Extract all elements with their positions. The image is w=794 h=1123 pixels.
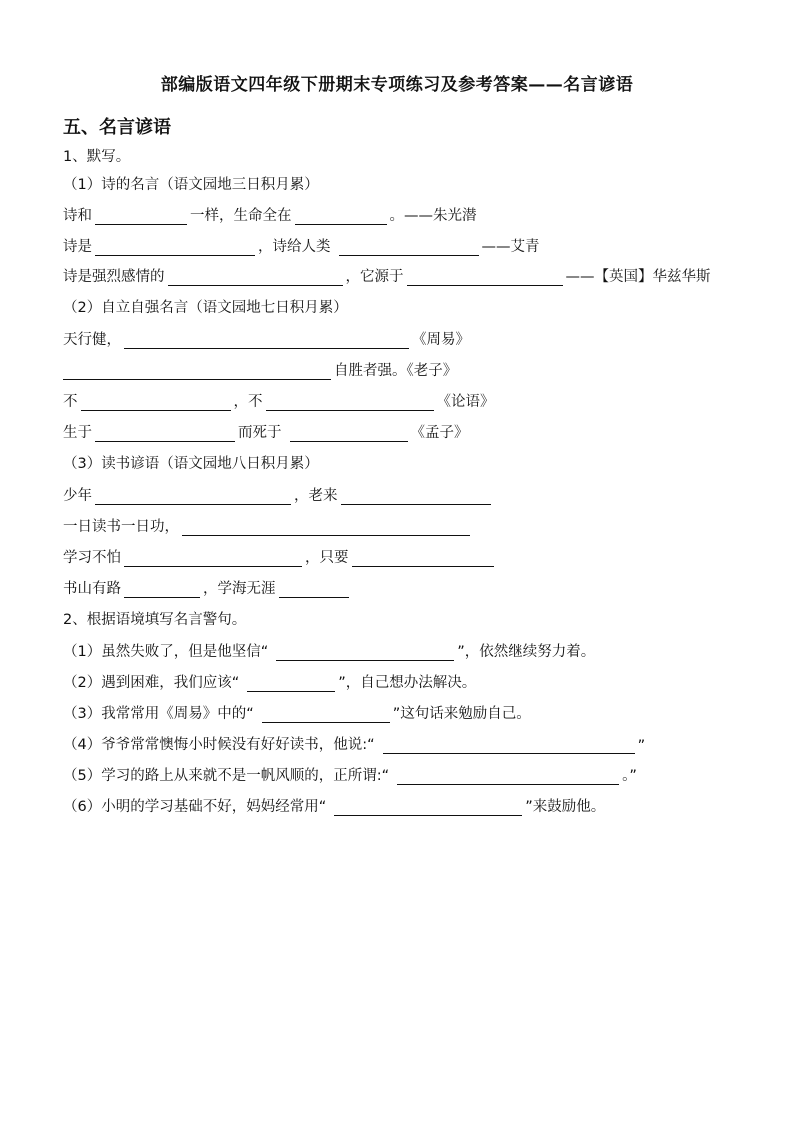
line-text: 《论语》 — [436, 394, 495, 410]
page-title: 部编版语文四年级下册期末专项练习及参考答案——名言谚语 — [160, 75, 634, 95]
q1-label-text: 1、默写。 — [63, 149, 131, 165]
context-item-4 — [63, 732, 645, 754]
line-text: 书山有路 — [63, 581, 121, 597]
answer-blank[interactable] — [95, 238, 255, 256]
line-text: （1）虽然失败了，但是他坚信“ — [63, 644, 269, 660]
q1-part1-label-text: （1）诗的名言（语文园地三日积月累） — [63, 177, 319, 193]
q1-part2-label-text: （2）自立自强名言（语文园地七日积月累） — [63, 300, 348, 316]
context-item-6 — [63, 794, 605, 816]
q2-label-text: 2、根据语境填写名言警句。 — [63, 612, 247, 628]
answer-blank[interactable] — [247, 674, 335, 692]
context-item-5 — [63, 763, 637, 785]
answer-blank[interactable] — [81, 393, 231, 411]
context-item-2 — [63, 670, 476, 692]
line-text: （6）小明的学习基础不好，妈妈经常用“ — [63, 799, 327, 815]
poem-quote-line-3 — [63, 264, 711, 286]
answer-blank[interactable] — [334, 798, 522, 816]
poem-quote-line-1 — [63, 203, 477, 225]
answer-blank[interactable] — [407, 268, 563, 286]
line-text: 诗和 — [63, 208, 92, 224]
q1-part2-label — [63, 295, 348, 317]
line-text: 诗是 — [63, 239, 92, 255]
answer-blank[interactable] — [124, 331, 409, 349]
q1-part3-label — [63, 451, 319, 473]
context-item-1 — [63, 639, 595, 661]
q1-part3-label-text: （3）读书谚语（语文园地八日积月累） — [63, 456, 319, 472]
line-text: ——艾青 — [481, 239, 540, 255]
line-text: （3）我常常用《周易》中的“ — [63, 706, 254, 722]
answer-blank[interactable] — [168, 268, 343, 286]
answer-blank[interactable] — [95, 424, 235, 442]
line-text: ，它源于 — [345, 269, 404, 285]
answer-blank[interactable] — [124, 580, 200, 598]
answer-blank[interactable] — [279, 580, 349, 598]
reading-proverb-line-1 — [63, 483, 494, 505]
answer-blank[interactable] — [295, 207, 387, 225]
self-reliance-line-3 — [63, 389, 495, 411]
answer-blank[interactable] — [124, 549, 302, 567]
answer-blank[interactable] — [276, 643, 454, 661]
line-text: ，诗给人类 — [258, 239, 331, 255]
line-text: 少年 — [63, 488, 92, 504]
section-heading: 五、名言谚语 — [63, 117, 171, 138]
line-text: ——【英国】华兹华斯 — [565, 269, 711, 285]
self-reliance-line-2 — [63, 358, 457, 380]
line-text: 诗是强烈感情的 — [63, 269, 165, 285]
line-text: ”，依然继续努力着。 — [457, 644, 596, 660]
reading-proverb-line-2 — [63, 514, 473, 536]
line-text: 《孟子》 — [410, 425, 469, 441]
line-text: ，学海无涯 — [203, 581, 276, 597]
line-text: ”来鼓励他。 — [525, 799, 606, 815]
line-text: ，不 — [233, 394, 263, 410]
answer-blank[interactable] — [262, 705, 390, 723]
line-text: （5）学习的路上从来就不是一帆风顺的，正所谓:“ — [63, 768, 390, 784]
answer-blank[interactable] — [182, 518, 470, 536]
line-text: 学习不怕 — [63, 550, 121, 566]
q2-label — [63, 607, 246, 629]
line-text: 。” — [622, 768, 637, 784]
line-text: 。——朱光潜 — [389, 208, 477, 224]
line-text: 而死于 — [238, 425, 282, 441]
reading-proverb-line-4 — [63, 576, 352, 598]
line-text: （4）爷爷常常懊悔小时候没有好好读书，他说:“ — [63, 737, 375, 753]
answer-blank[interactable] — [352, 549, 494, 567]
line-text: 自胜者强。《老子》 — [334, 363, 458, 379]
answer-blank[interactable] — [290, 424, 408, 442]
line-text: 一样，生命全在 — [190, 208, 292, 224]
q1-part1-label — [63, 172, 319, 194]
answer-blank[interactable] — [397, 767, 619, 785]
line-text: 不 — [63, 394, 78, 410]
line-text: ，老来 — [294, 488, 338, 504]
poem-quote-line-2 — [63, 234, 540, 256]
line-text: 一日读书一日功， — [63, 519, 179, 535]
answer-blank[interactable] — [341, 487, 491, 505]
line-text: 《周易》 — [412, 332, 470, 348]
context-item-3 — [63, 701, 531, 723]
answer-blank[interactable] — [95, 207, 187, 225]
line-text: ” — [637, 738, 646, 754]
line-text: ”，自己想办法解决。 — [338, 675, 477, 691]
q1-label — [63, 144, 130, 166]
reading-proverb-line-3 — [63, 545, 497, 567]
answer-blank[interactable] — [339, 238, 479, 256]
self-reliance-line-4 — [63, 420, 469, 442]
line-text: （2）遇到困难，我们应该“ — [63, 675, 240, 691]
line-text: ，只要 — [305, 550, 349, 566]
self-reliance-line-1 — [63, 327, 470, 349]
line-text: 天行健， — [63, 332, 121, 348]
line-text: 生于 — [63, 425, 92, 441]
answer-blank[interactable] — [383, 736, 635, 754]
answer-blank[interactable] — [95, 487, 291, 505]
answer-blank[interactable] — [63, 362, 331, 380]
answer-blank[interactable] — [266, 393, 434, 411]
line-text: ”这句话来勉励自己。 — [392, 706, 531, 722]
